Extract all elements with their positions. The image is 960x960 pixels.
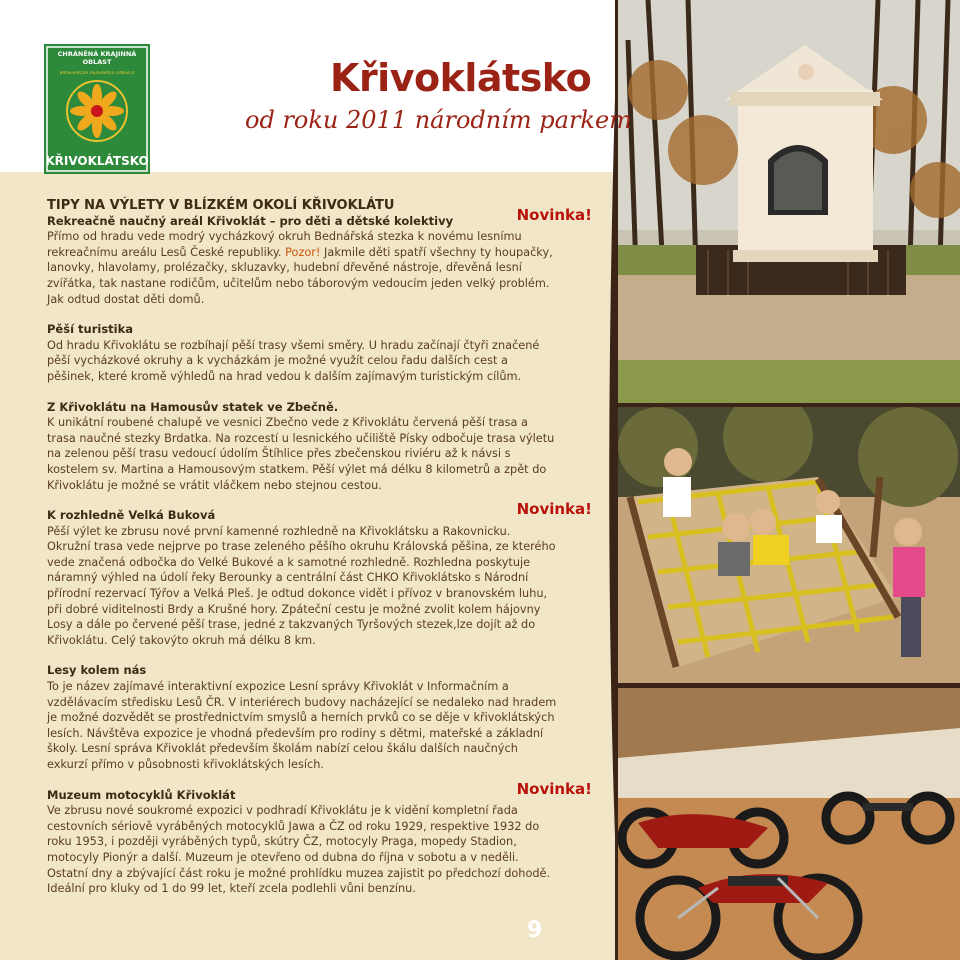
section-heading: Pěší turistika: [47, 322, 134, 337]
motorcycle-photo: [618, 688, 960, 960]
page-subtitle: od roku 2011 národním parkem: [245, 106, 632, 134]
article-content: [47, 198, 592, 912]
section-body: Od hradu Křivoklátu se rozbíhají pěší trasy všemi směry. U hradu začínají čtyři značené pěší vycházkové okruhy a k vycházkám je možné využít celou řadu dalších cest a pěšinek, které kromě výhledů na hrad vedou k dalším zajímavým turistickým cílům.: [47, 338, 540, 383]
section-hamous: [47, 400, 557, 494]
page-number: 9: [527, 918, 543, 943]
logo-name: KŘIVOKLÁTSKO: [45, 154, 149, 168]
section-body: K unikátní roubené chalupě ve vesnici Zbečno vede z Křivoklátu červená pěší trasa a trasa naučné stezky Brdatka. Na rozcestí u lesnického učiliště Písky odbočuje trasa výletu na zelenou pěší trasu vedoucí údolím Štíhlice přes zbečenskou riviéru až k návsi s kostelem sv. Martina a Hamousovým statkem. Pěší výlet má délku 8 kilometrů a zpět do Křivoklátu je možné se vrátit vláčkem nebo stejnou cestou.: [47, 416, 555, 492]
section-hiking: [47, 322, 557, 384]
logo-ring-text: BIOSFÉRICKÁ REZERVACE UNESCO: [59, 71, 135, 76]
chko-logo: [44, 44, 150, 174]
novinka-badge: Novinka!: [516, 205, 592, 224]
section-heading: Muzeum motocyklů Křivoklát: [47, 787, 236, 802]
section-heading: Lesy kolem nás: [47, 663, 147, 678]
section-body: To je název zajímavé interaktivní expozice Lesní správy Křivoklát v Informačním a vzdělávacím středisku Lesů ČR. V interiérech budovy nacházející se nedaleko nad hradem je možné dozvědět se prostřednictvím smyslů a herních prvků co se děje v křivoklátských lesích. Návštěva expozice je vhodná především pro rodiny s dětmi, mateřské a základní školy. Lesní správa Křivoklát především školám nabízí celou škálu dalších naučných exkurzí přímo v působnosti křivoklátských lesích.: [47, 680, 557, 771]
section-heading: Rekreačně naučný areál Křivoklát – pro děti a dětské kolektivy: [47, 213, 454, 228]
section-body: Ve zbrusu nové soukromé expozici v podhradí Křivoklátu je k vidění kompletní řada cestovních sériově vyráběných motocyklů Jawa a ČZ od roku 1929, respektive 1932 do roku 1953, i později vyráběných typů, skútry ČZ, motocyly Praga, mopedy Stadion, motocyly Pionýr a další. Muzeum je otevřeno od dubna do října v sobotu a v neděli. Ostatní dny a zbývající část roku je možné prohlídku muzea zajistit po předchozí dohodě. Ideální pro kluky od 1 do 99 let, kteří zcela podlehli vůni benzínu.: [47, 804, 551, 896]
main-heading: TIPY NA VÝLETY V BLÍZKÉM OKOLÍ KŘIVOKLÁTU: [47, 198, 395, 213]
body-text: Jakmile děti spatří všechny ty houpačky, lanovky, hlavolamy, prolézačky, skluzavky, hudební dřevěné nástroje, dřevěná lesní zvířátka, tak nastane rodičům, učitelům nebo táborovým vedoucím jeden velký problém. Jak odtud dostat děti domů.: [47, 245, 553, 306]
logo-line2: OBLAST: [82, 58, 112, 66]
novinka-badge: Novinka!: [516, 500, 592, 519]
logo-line1: CHRÁNĚNÁ KRAJINNÁ: [57, 50, 137, 58]
section-body: Pěší výlet ke zbrusu nové první kamenné rozhledně na Křivoklátsku a Rakovnicku. Okružní trasa vede nejprve po trase zeleného pěšího okruhu Královská pěšina, ze kterého vede značená odbočka do Velké Bukové a k samotné rozhledně. Rozhledna poskytuje náramný výhled na údolí řeky Berounky a centrální část CHKO Křivoklátsko s Národní přírodní rezervací Týřov a Velká Pleš. Je odtud dokonce vidět i přívoz v branovském luhu, při dobré viditelnosti Brdy a Krušné hory. Zpáteční cestu je možné zvolit kolem hájovny Losy a dále po červené pěší trase, jedné z takzvaných Tyršových stezek,lze dojít až do Křivoklátu. Celý takovýto okruh má délku 8 km.: [47, 524, 556, 647]
body-text: Přímo od hradu vede modrý vycházkový okruh Bednářská stezka k novému lesnímu rekreačnímu areálu Lesů České republiky.: [47, 230, 522, 259]
accent-text: Pozor!: [285, 245, 321, 259]
novinka-badge: Novinka!: [516, 779, 592, 798]
section-lookout: [47, 500, 592, 648]
section-body: [47, 229, 557, 307]
section-forests: [47, 663, 557, 772]
chapel-photo: [618, 0, 960, 403]
section-museum: [47, 779, 592, 897]
section-heading: K rozhledně Velká Buková: [47, 508, 216, 523]
section-heading: Z Křivoklátu na Hamousův statek ve Zbečně.: [47, 399, 339, 414]
page-title: Křivoklátsko: [330, 56, 592, 100]
playground-photo: [618, 407, 960, 683]
